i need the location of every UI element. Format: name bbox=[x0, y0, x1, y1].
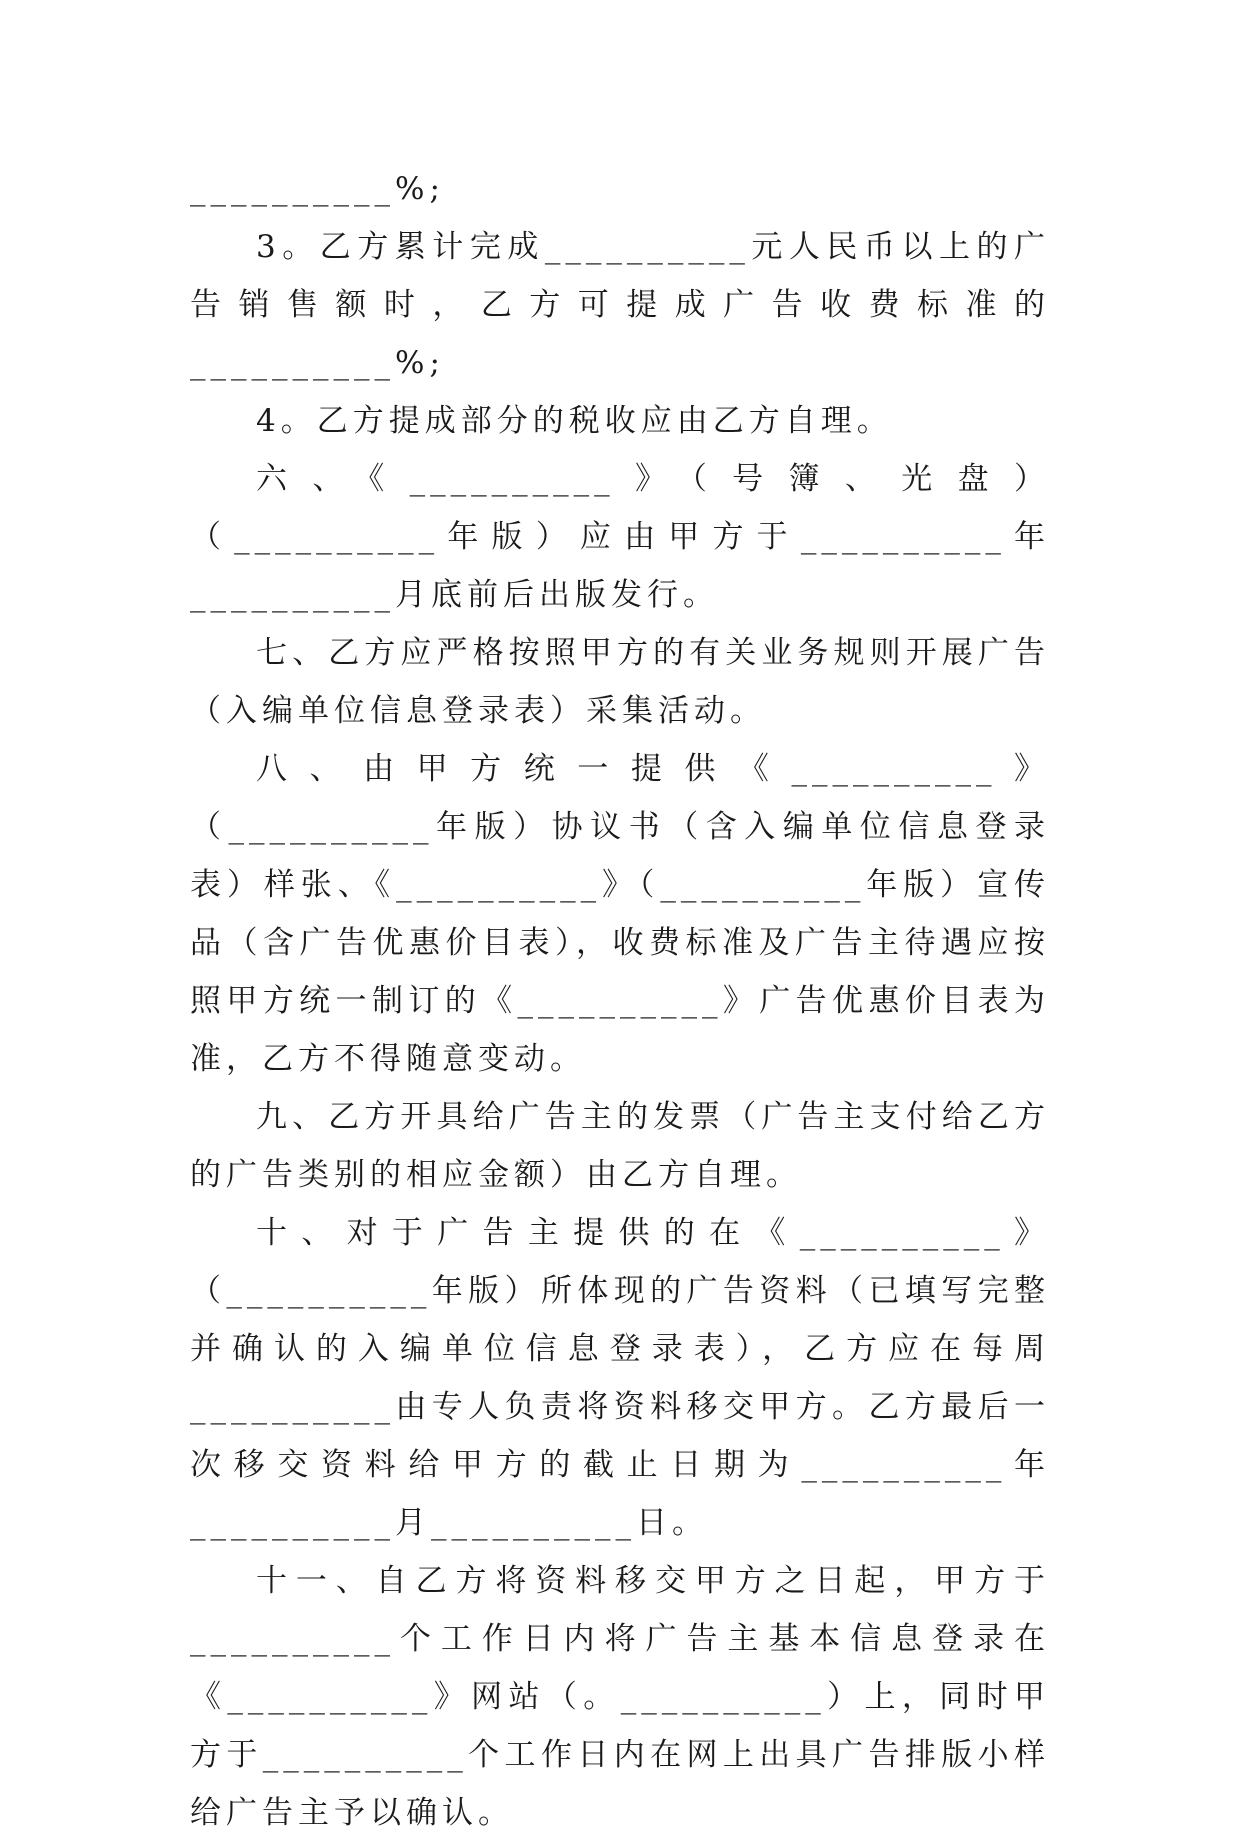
paragraph-section-8: 八、由甲方统一提供《__________》（__________年版）协议书（含入编单位信息登录表）样张、《__________》（__________年版）宣传品（含广告优惠价目表），收费标准及广告主待遇应按照甲方统一制订的《__________》广告优惠价目表为准，乙方不得随意变动。 bbox=[190, 751, 1050, 1077]
paragraph-item-4: 4。乙方提成部分的税收应由乙方自理。 bbox=[256, 403, 893, 439]
paragraph-section-11: 十一、自乙方将资料移交甲方之日起，甲方于__________个工作日内将广告主基本信息登录在《__________》网站（。__________）上，同时甲方于__________个工作日内在网上出具广告排版小样给广告主予以确认。 bbox=[190, 1563, 1050, 1831]
paragraph-item-3: 3。乙方累计完成__________元人民币以上的广告销售额时，乙方可提成广告收费标准的__________%; bbox=[190, 229, 1050, 381]
document-body bbox=[190, 160, 1050, 1842]
paragraph-section-7: 七、乙方应严格按照甲方的有关业务规则开展广告（入编单位信息登录表）采集活动。 bbox=[190, 635, 1050, 729]
paragraph-section-9: 九、乙方开具给广告主的发票（广告主支付给乙方的广告类别的相应金额）由乙方自理。 bbox=[190, 1099, 1050, 1193]
paragraph-section-6: 六、《__________》（号簿、光盘）（__________年版）应由甲方于__________年__________月底前后出版发行。 bbox=[190, 461, 1050, 613]
paragraph-section-10: 十、对于广告主提供的在《__________》（__________年版）所体现的广告资料（已填写完整并确认的入编单位信息登录表），乙方应在每周__________由专人负责将资料移交甲方。乙方最后一次移交资料给甲方的截止日期为__________年__________月__________日。 bbox=[190, 1215, 1050, 1541]
paragraph-percent-continuation: __________%; bbox=[190, 171, 445, 207]
